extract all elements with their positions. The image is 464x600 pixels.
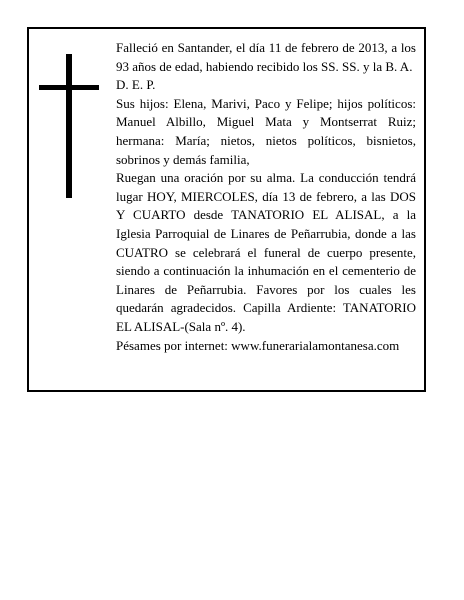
rip-line: D. E. P.	[116, 77, 156, 93]
cross-vertical-bar	[66, 54, 72, 198]
condolences-line: Pésames por internet: www.funerarialamontanesa.com	[116, 337, 400, 353]
family-list: Sus hijos: Elena, Marivi, Paco y Felipe; hijos políticos: Manuel Albillo, Miguel Mata y Montserrat Ruiz; hermana: María; nietos, nietos políticos, bisnietos, sobrinos y demás familia,	[116, 95, 416, 167]
obituary-notice	[27, 27, 426, 392]
notice-text	[116, 39, 416, 355]
death-announcement: Falleció en Santander, el día 11 de febrero de 2013, a los 93 años de edad, habiendo recibido los SS. SS. y la B. A.	[116, 40, 416, 74]
cross-horizontal-bar	[39, 85, 99, 90]
funeral-details: Ruegan una oración por su alma. La conducción tendrá lugar HOY, MIERCOLES, día 13 de febrero, a las DOS Y CUARTO desde TANATORIO EL ALISAL, a la Iglesia Parroquial de Linares de Peñarrubia, donde a las CUATRO se celebrará el funeral de cuerpo presente, siendo a continuación la inhumación en el cementerio de Linares de Peñarrubia. Favores por los cuales les quedarán agradecidos. Capilla Ardiente: TANATORIO EL ALISAL-(Sala nº. 4).	[116, 170, 416, 334]
